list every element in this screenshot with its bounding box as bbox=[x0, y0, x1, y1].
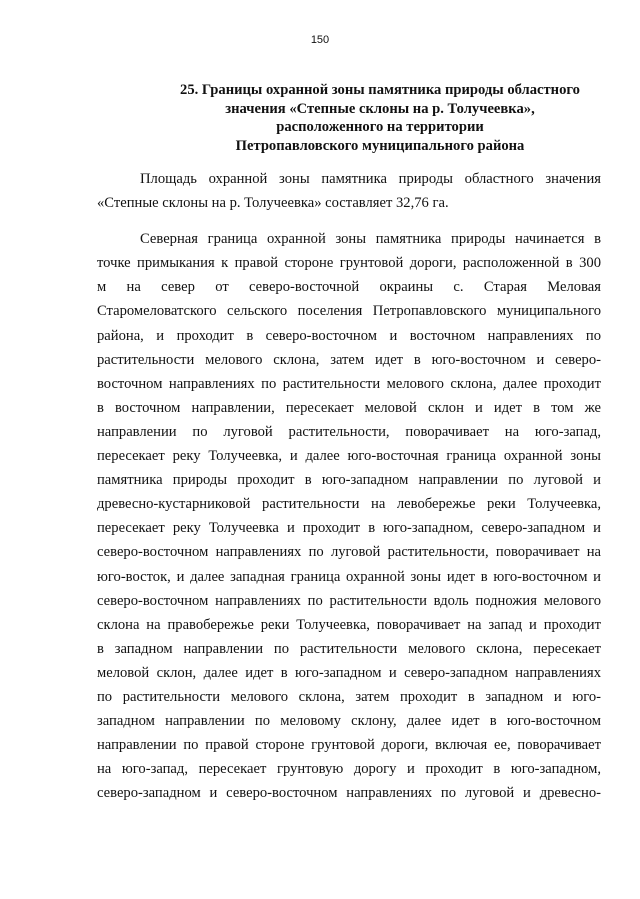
text-line: северо-восточном направлениях по растительности вдоль подножия мелового bbox=[97, 592, 601, 609]
text-line: пересекает реку Толучеевка и проходит в юго-западном, северо-западном и bbox=[97, 520, 601, 537]
text-line: северо-западном и северо-восточном направлениях по луговой и древесно- bbox=[97, 785, 601, 802]
text-line: м на север от северо-восточной окраины с. Старая Меловая bbox=[97, 279, 601, 296]
text-line: Северная граница охранной зоны памятника природы начинается в bbox=[140, 231, 601, 248]
section-heading bbox=[150, 81, 610, 155]
text-line: растительности мелового склона, затем идет в юго-восточном и северо- bbox=[97, 351, 601, 368]
heading-line: значения «Степные склоны на р. Толучеевка», bbox=[225, 100, 535, 117]
heading-line: Петропавловского муниципального района bbox=[235, 137, 525, 154]
text-line: направлении по луговой растительности, поворачивает на юго-запад, bbox=[97, 423, 601, 440]
document-body bbox=[97, 167, 601, 805]
text-line: в восточном направлении, пересекает меловой склон и идет в том же bbox=[97, 399, 601, 416]
text-line: склона на правобережье реки Толучеевка, поворачивает на запад и проходит bbox=[97, 616, 601, 633]
text-line: западном направлении по меловому склону, далее идет в юго-восточном bbox=[97, 713, 601, 730]
heading-line: расположенного на территории bbox=[276, 119, 484, 135]
text-line: направлении по правой стороне грунтовой дороги, включая ее, поворачивает bbox=[97, 737, 601, 754]
text-line: по растительности мелового склона, затем проходит в западном и юго- bbox=[97, 688, 601, 705]
text-line: района, и проходит в северо-восточном и восточном направлениях по bbox=[97, 327, 601, 344]
heading-line: 25. Границы охранной зоны памятника природы областного bbox=[180, 82, 580, 98]
text-line: на юго-запад, пересекает грунтовую дорогу и проходит в юго-западном, bbox=[97, 761, 601, 778]
paragraph-boundary-description bbox=[97, 227, 601, 805]
text-line: в западном направлении по растительности мелового склона, пересекает bbox=[97, 640, 601, 657]
text-line: точке примыкания к правой стороне грунтовой дороги, расположенной в 300 bbox=[97, 255, 601, 272]
paragraph-area bbox=[97, 167, 601, 215]
text-line: северо-восточном направлениях по луговой растительности, поворачивает на bbox=[97, 544, 601, 561]
text-line: Площадь охранной зоны памятника природы областного значения bbox=[140, 171, 601, 187]
text-line: памятника природы проходит в юго-западном направлении по луговой и bbox=[97, 472, 601, 489]
text-line: «Степные склоны на р. Толучеевка» составляет 32,76 га. bbox=[97, 195, 449, 212]
text-line: пересекает реку Толучеевка, и далее юго-восточная граница охранной зоны bbox=[97, 448, 601, 465]
text-line: восточном направлениях по растительности мелового склона, далее проходит bbox=[97, 375, 601, 392]
text-line: древесно-кустарниковой растительности на левобережье реки Толучеевка, bbox=[97, 496, 601, 513]
text-line: юго-восток, и далее западная граница охранной зоны идет в юго-восточном и bbox=[97, 568, 601, 585]
text-line: Старомеловатского сельского поселения Петропавловского муниципального bbox=[97, 303, 601, 320]
text-line: меловой склон, далее идет в юго-западном и северо-западном направлениях bbox=[97, 664, 601, 681]
page-number: 150 bbox=[310, 34, 330, 46]
